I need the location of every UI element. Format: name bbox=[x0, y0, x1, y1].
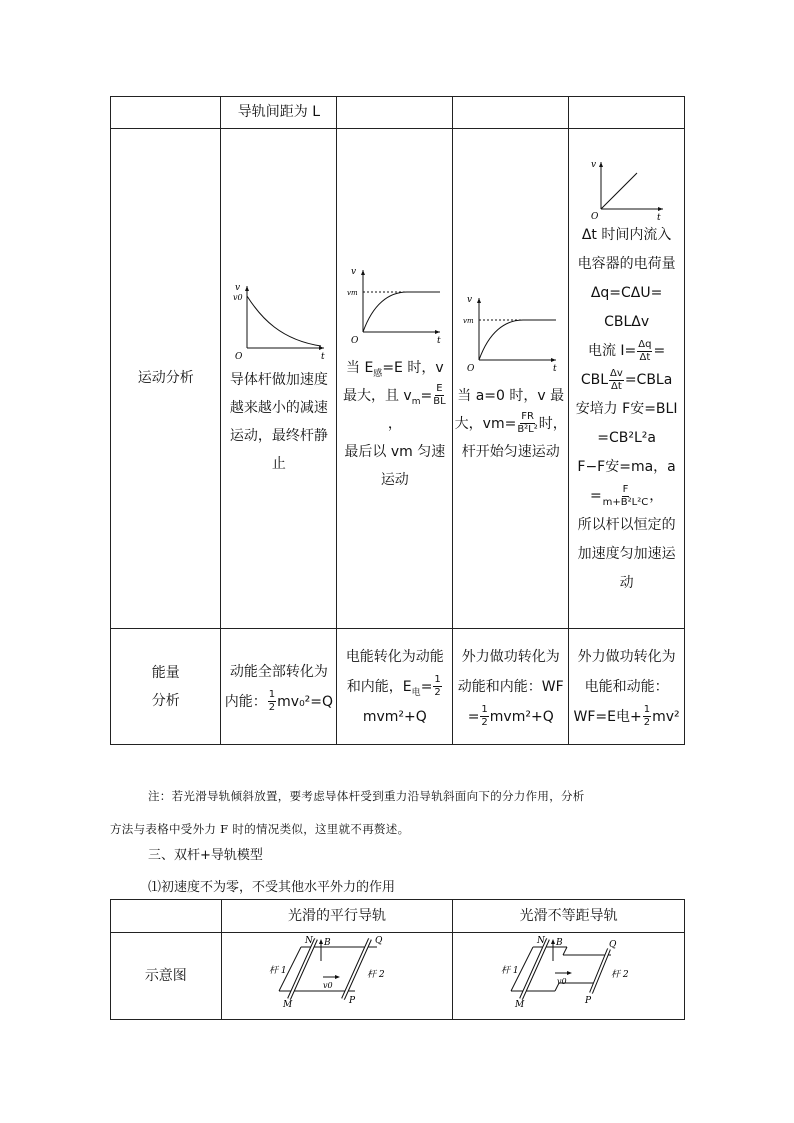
v-axis-label: v bbox=[350, 266, 356, 277]
label-M: M bbox=[282, 1000, 293, 1009]
col2-line-3: 最后以 vm 匀速 bbox=[344, 443, 446, 460]
col4-line-6: CBL $\frac{\Delta v}{\Delta t}$ =CBLa bbox=[580, 367, 673, 392]
col3-energy-1: 外力做功转化为 bbox=[461, 648, 560, 665]
col1-text-3: 运动，最终杆静 bbox=[229, 427, 328, 444]
label-P: P bbox=[584, 996, 591, 1006]
diagram-label: 示意图 bbox=[111, 933, 222, 1020]
label-M: M bbox=[514, 1000, 524, 1009]
spacing-cell bbox=[221, 97, 337, 129]
col4-line-2: 电容器的电荷量 bbox=[577, 256, 676, 272]
col1-text-2: 越来越小的减速 bbox=[229, 399, 328, 416]
col4-line-1: Δt 时间内流入 bbox=[581, 227, 672, 243]
vm-label: vm bbox=[462, 316, 474, 325]
col2-energy-3: mvm²+Q bbox=[362, 708, 427, 725]
fraction: $\frac{FR}{\text{B²L²}}$ bbox=[517, 411, 538, 435]
col3-line-2: 大，vm= $\frac{FR}{\text{B²L²}}$ 时， bbox=[454, 411, 567, 435]
motion-energy-table bbox=[110, 96, 685, 745]
unequal-rail-diagram bbox=[499, 933, 639, 1009]
label-v0: v0 bbox=[556, 977, 567, 986]
v-axis-label: v bbox=[466, 294, 472, 305]
col3-line-1: 当 a=0 时，v 最 bbox=[457, 387, 565, 404]
col2-line-4: 运动 bbox=[380, 471, 409, 488]
col3-energy-2: 动能和内能：WF bbox=[457, 678, 564, 695]
note-paragraph bbox=[110, 780, 685, 846]
col4-line-4: CBLΔv bbox=[604, 314, 650, 330]
col4-energy-1: 外力做功转化为 bbox=[577, 648, 676, 665]
decay-graph bbox=[229, 280, 329, 360]
t-axis-label: t bbox=[436, 335, 441, 344]
label-N: N bbox=[536, 936, 545, 946]
label-Q: Q bbox=[608, 940, 617, 950]
label-B: B bbox=[555, 938, 563, 948]
col4-line-12: 加速度匀加速运 bbox=[577, 546, 676, 562]
motion-label-cell bbox=[111, 129, 221, 629]
energy-label-cell bbox=[111, 629, 221, 745]
col1-energy-2: 内能： $\frac{1}{2}$ mv₀²=Q bbox=[224, 689, 334, 713]
col4-line-11: 所以杆以恒定的 bbox=[577, 517, 676, 533]
note-line-2: 方法与表格中受外力 F 时的情况类似，这里就不再赘述。 bbox=[110, 822, 410, 836]
col3-line-3: 杆开始匀速运动 bbox=[461, 443, 560, 460]
v0-label: v0 bbox=[232, 292, 243, 302]
t-axis-label: t bbox=[656, 213, 661, 221]
rise-graph-1 bbox=[345, 264, 445, 344]
label-P: P bbox=[348, 996, 356, 1006]
col4-energy-cell bbox=[569, 629, 685, 745]
rise-graph-2 bbox=[461, 292, 561, 372]
col4-energy-3: WF=E电+ $\frac{1}{2}$ mv² bbox=[573, 704, 680, 728]
col1-text-4: 止 bbox=[271, 455, 286, 472]
double-rod-table bbox=[110, 899, 685, 1020]
fraction: $\frac{E}{BL}$ bbox=[433, 383, 446, 407]
label-B: B bbox=[323, 938, 331, 948]
header-unequal: 光滑不等距导轨 bbox=[453, 900, 685, 933]
motion-analysis-label: 运动分析 bbox=[137, 370, 194, 386]
col4-line-9: F−F安=ma，a bbox=[577, 459, 676, 475]
col4-line-10: = $\frac{F}{\text{m+B²L²C}}$ ， bbox=[589, 483, 664, 508]
energy-label-1: 能量 bbox=[151, 664, 180, 681]
linear-graph bbox=[587, 159, 667, 221]
col4-energy-2: 电能和动能： bbox=[584, 678, 669, 695]
energy-label-2: 分析 bbox=[151, 692, 180, 709]
origin-label: O bbox=[466, 363, 475, 372]
origin-label: O bbox=[234, 351, 243, 360]
col2-energy-2: 和内能，$E_电=$ $\frac{1}{2}$ bbox=[346, 674, 441, 698]
col3-energy-3: = $\frac{1}{2}$ mvm²+Q bbox=[467, 704, 554, 728]
label-rod1: 杆 1 bbox=[268, 966, 287, 976]
col4-line-7: 安培力 F安=BLI bbox=[575, 401, 678, 417]
origin-label: O bbox=[590, 212, 598, 221]
col2-line-2: 最大，且 $v_m=$ $\frac{E}{BL}$ ， bbox=[342, 383, 446, 432]
parallel-rail-diagram bbox=[267, 933, 407, 1009]
v-axis-label: v bbox=[590, 160, 596, 170]
parallel-rail-cell bbox=[221, 933, 453, 1020]
col1-text-1: 导体杆做加速度 bbox=[229, 371, 328, 388]
note-line-1: 注：若光滑导轨倾斜放置，要考虑导体杆受到重力沿导轨斜面向下的分力作用，分析 bbox=[148, 789, 585, 803]
col3-motion-cell bbox=[453, 129, 569, 629]
col4-line-3: Δq=CΔU= bbox=[590, 285, 663, 301]
label-Q: Q bbox=[374, 936, 383, 946]
v-axis-label: v bbox=[234, 282, 240, 293]
vm-label: vm bbox=[346, 288, 358, 297]
col2-motion-cell bbox=[337, 129, 453, 629]
label-rod1: 杆 1 bbox=[500, 966, 519, 976]
label-N: N bbox=[304, 936, 313, 946]
header-parallel: 光滑的平行导轨 bbox=[221, 900, 453, 933]
col2-line-1: 当 $E_感=E$ 时，v bbox=[346, 359, 444, 379]
col3-energy-cell bbox=[453, 629, 569, 745]
origin-label: O bbox=[350, 335, 359, 344]
t-axis-label: t bbox=[320, 351, 325, 360]
col1-energy-cell bbox=[221, 629, 337, 745]
label-v0: v0 bbox=[322, 981, 333, 990]
col4-line-8: =CB²L²a bbox=[597, 430, 656, 446]
label-rod2: 杆 2 bbox=[366, 970, 385, 980]
col2-energy-cell bbox=[337, 629, 453, 745]
col1-energy-1: 动能全部转化为 bbox=[229, 663, 328, 680]
t-axis-label: t bbox=[552, 363, 557, 372]
spacing-label: 导轨间距为 L bbox=[237, 104, 321, 120]
col4-line-5: 电流 I= $\frac{\Delta q}{\Delta t}$ = bbox=[587, 338, 666, 363]
col2-energy-1: 电能转化为动能 bbox=[345, 648, 444, 665]
col4-line-13: 动 bbox=[619, 575, 634, 591]
section-heading: 三、双杆+导轨模型 bbox=[148, 848, 263, 863]
col4-motion-cell bbox=[569, 129, 685, 629]
subsection-heading: ⑴初速度不为零，不受其他水平外力的作用 bbox=[148, 880, 396, 895]
col1-motion-cell bbox=[221, 129, 337, 629]
label-rod2: 杆 2 bbox=[610, 970, 629, 980]
unequal-rail-cell bbox=[453, 933, 685, 1020]
empty-cell bbox=[111, 97, 221, 129]
